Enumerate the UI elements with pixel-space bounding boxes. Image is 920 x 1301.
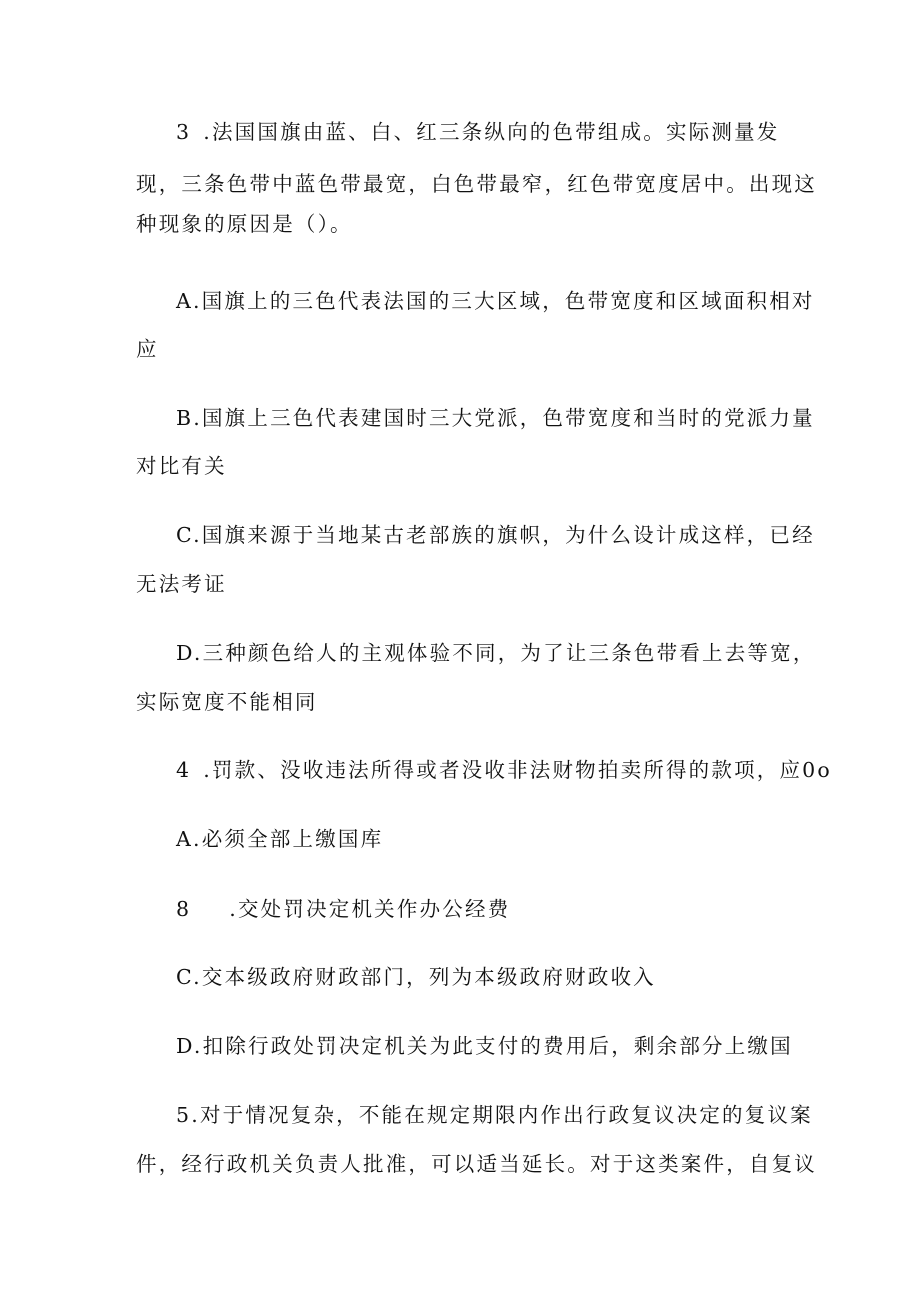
- question-4-number: 4: [176, 758, 192, 782]
- question-3-stem-line-1: [176, 118, 779, 146]
- question-3-number: 3: [176, 120, 192, 144]
- question-3-stem-text: .法国国旗由蓝、白、红三条纵向的色带组成。实际测量发: [203, 120, 780, 144]
- question-4-option-a: A.必须全部上缴国库: [176, 827, 384, 851]
- question-4-option-b-number: 8: [176, 897, 192, 921]
- question-5-stem-line-1: 5.对于情况复杂，不能在规定期限内作出行政复议决定的复议案: [176, 1103, 813, 1127]
- question-3-option-b-continuation: 对比有关: [136, 454, 227, 478]
- question-3-option-c: C.国旗来源于当地某古老部族的旗帜，为什么设计成这样，已经: [176, 523, 815, 547]
- question-4-stem-text: .罚款、没收违法所得或者没收非法财物拍卖所得的款项，应0o: [203, 758, 832, 782]
- question-4-option-b: [176, 895, 510, 923]
- question-3-option-a-continuation: 应: [136, 337, 159, 361]
- question-4-option-b-text: .交处罚决定机关作办公经费: [229, 897, 511, 921]
- question-3-stem-line-2: 现，三条色带中蓝色带最宽，白色带最窄，红色带宽度居中。出现这: [136, 172, 817, 196]
- question-5-stem-line-2: 件，经行政机关负责人批准，可以适当延长。对于这类案件，自复议: [136, 1152, 817, 1176]
- question-4-option-c: C.交本级政府财政部门，列为本级政府财政收入: [176, 965, 656, 989]
- question-4-stem: [176, 756, 832, 784]
- question-3-option-d-continuation: 实际宽度不能相同: [136, 690, 318, 714]
- question-3-option-b: B.国旗上三色代表建国时三大党派，色带宽度和当时的党派力量: [176, 406, 815, 430]
- question-3-option-a: A.国旗上的三色代表法国的三大区域，色带宽度和区域面积相对: [176, 289, 815, 313]
- question-3-option-c-continuation: 无法考证: [136, 572, 227, 596]
- question-4-option-d: D.扣除行政处罚决定机关为此支付的费用后，剩余部分上缴国: [176, 1034, 793, 1058]
- question-3-stem-line-3: 种现象的原因是（）。: [136, 212, 353, 236]
- question-3-option-d: D.三种颜色给人的主观体验不同，为了让三条色带看上去等宽，: [176, 641, 816, 665]
